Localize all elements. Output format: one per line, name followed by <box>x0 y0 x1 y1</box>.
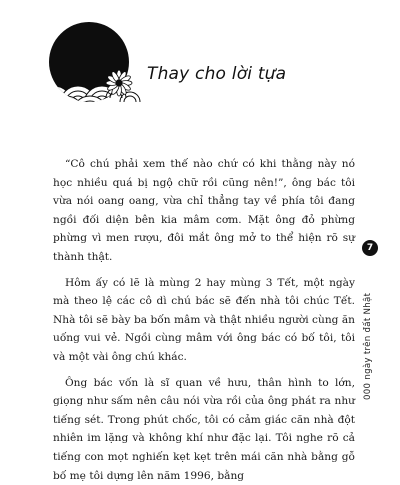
paragraph: “Cô chú phải xem thế nào chứ có khi thằng này nó học nhiều quá bị ngộ chữ rồi cũng nên!”, ông bác tôi vừa nói oang oang, vừa chỉ thẳng tay về phía tôi đang ngồi đối diện bên kia mâm cơm. Mặt ông đỏ phừng phừng vì men rượu, đôi mắt ông mở to thể hiện rõ sự thành thật. <box>53 158 355 263</box>
body-text <box>53 155 355 485</box>
running-head: 000 ngày trên đất Nhật <box>363 292 373 400</box>
paragraph: Ông bác vốn là sĩ quan về hưu, thân hình to lớn, giọng như sấm nên câu nói vừa rồi của ông phát ra như tiếng sét. Trong phút chốc, tôi có cảm giác căn nhà đột nhiên im lặng và không khí như đặc lại. Tôi nghe rõ cả tiếng con mọt nghiến kẹt kẹt trên mái căn nhà bằng gỗ bố mẹ tôi dựng lên năm 1996, bằng <box>53 376 355 482</box>
chapter-title: Thay cho lời tựa <box>147 64 287 84</box>
paragraph: Hôm ấy có lẽ là mùng 2 hay mùng 3 Tết, một ngày mà theo lệ các cô dì chú bác sẽ đến nhà tôi chúc Tết. Nhà tôi sẽ bày ba bốn mâm và thật nhiều người cùng ăn uống vui vẻ. Ngồi cùng mâm với ông bác có bố tôi, tôi và một vài ông chú khác. <box>53 276 355 363</box>
page-number-badge: 7 <box>362 240 378 256</box>
sun-wave-emblem-icon <box>44 20 144 110</box>
